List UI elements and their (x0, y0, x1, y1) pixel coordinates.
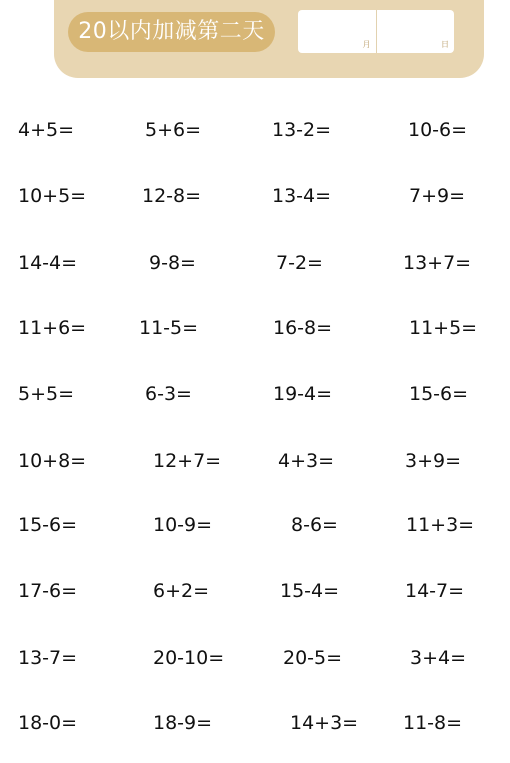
problem-item: 10-6= (408, 119, 468, 141)
worksheet-title: 20以内加减第二天 (68, 12, 275, 52)
problem-item: 12+7= (153, 450, 222, 472)
problem-item: 4+3= (278, 450, 335, 472)
problem-item: 14-7= (405, 580, 465, 602)
problem-item: 13-7= (18, 647, 78, 669)
problem-item: 18-9= (153, 712, 213, 734)
problem-item: 11-5= (139, 317, 199, 339)
problem-item: 17-6= (18, 580, 78, 602)
problem-item: 11+6= (18, 317, 87, 339)
problem-item: 10-9= (153, 514, 213, 536)
problem-item: 10+5= (18, 185, 87, 207)
problem-item: 3+4= (410, 647, 467, 669)
problem-item: 11+3= (406, 514, 475, 536)
problem-item: 7+9= (409, 185, 466, 207)
problem-item: 12-8= (142, 185, 202, 207)
problem-item: 20-10= (153, 647, 225, 669)
problem-item: 11-8= (403, 712, 463, 734)
problem-item: 14+3= (290, 712, 359, 734)
problem-item: 15-6= (409, 383, 469, 405)
problem-item: 10+8= (18, 450, 87, 472)
problem-item: 19-4= (273, 383, 333, 405)
problem-item: 13-4= (272, 185, 332, 207)
problem-item: 8-6= (291, 514, 338, 536)
month-field[interactable] (298, 10, 376, 53)
problem-item: 13+7= (403, 252, 472, 274)
problem-item: 20-5= (283, 647, 343, 669)
month-label: 月 (362, 40, 371, 49)
day-label: 日 (441, 40, 449, 49)
problem-item: 6-3= (145, 383, 192, 405)
problem-item: 11+5= (409, 317, 478, 339)
date-box[interactable] (298, 10, 454, 53)
problem-item: 15-4= (280, 580, 340, 602)
problem-item: 14-4= (18, 252, 78, 274)
problem-item: 5+5= (18, 383, 75, 405)
problem-item: 9-8= (149, 252, 196, 274)
problem-item: 7-2= (276, 252, 323, 274)
problem-item: 5+6= (145, 119, 202, 141)
day-field[interactable] (376, 10, 455, 53)
problem-item: 16-8= (273, 317, 333, 339)
problem-item: 4+5= (18, 119, 75, 141)
problem-item: 15-6= (18, 514, 78, 536)
problem-item: 18-0= (18, 712, 78, 734)
problem-item: 6+2= (153, 580, 210, 602)
problem-item: 13-2= (272, 119, 332, 141)
problem-item: 3+9= (405, 450, 462, 472)
